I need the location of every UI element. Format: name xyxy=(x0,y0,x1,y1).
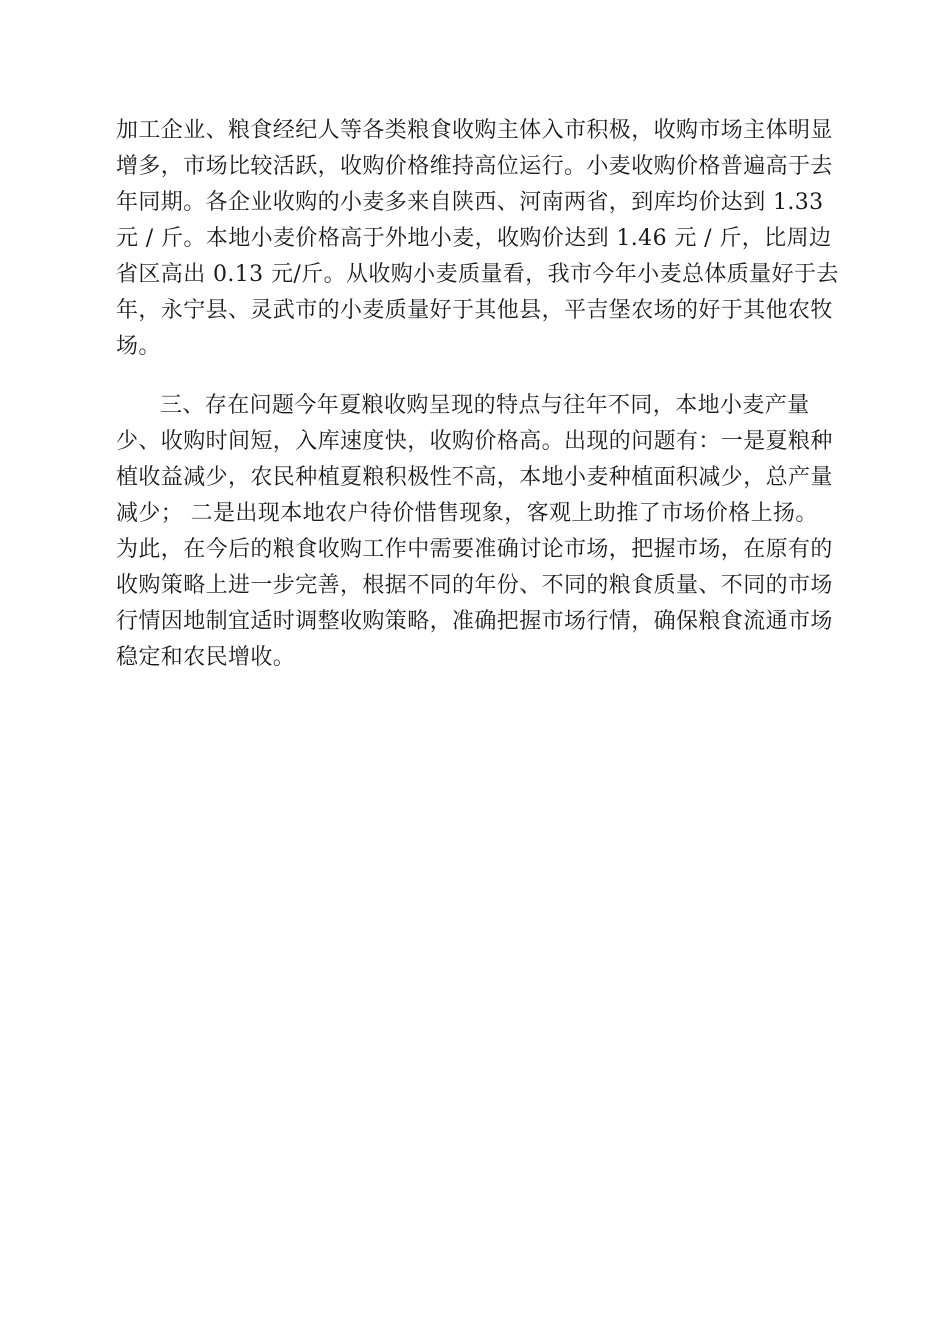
text-line: 元 / 斤。本地小麦价格高于外地小麦，收购价达到 1.46 元 / 斤，比周边 xyxy=(116,226,832,251)
text-line-indented: 三、存在问题今年夏粮收购呈现的特点与往年不同，本地小麦产量 xyxy=(160,393,810,418)
text-line: 少、收购时间短，入库速度快，收购价格高。出现的问题有：一是夏粮种 xyxy=(116,429,833,454)
text-line: 收购策略上进一步完善，根据不同的年份、不同的粮食质量、不同的市场 xyxy=(116,573,833,598)
text-line: 年，永宁县、灵武市的小麦质量好于其他县，平吉堡农场的好于其他农牧 xyxy=(116,298,833,323)
text-line: 省区高出 0.13 元/斤。从收购小麦质量看，我市今年小麦总体质量好于去 xyxy=(116,262,839,287)
text-line: 为此，在今后的粮食收购工作中需要准确讨论市场，把握市场，在原有的 xyxy=(116,537,833,562)
text-line: 加工企业、粮食经纪人等各类粮食收购主体入市积极，收购市场主体明显 xyxy=(116,118,833,143)
text-line: 场。 xyxy=(116,334,161,359)
text-line: 稳定和农民增收。 xyxy=(116,645,296,670)
text-line: 年同期。各企业收购的小麦多来自陕西、河南两省，到库均价达到 1.33 xyxy=(116,190,824,215)
text-line: 植收益减少，农民种植夏粮积极性不高，本地小麦种植面积减少，总产量 xyxy=(116,465,833,490)
text-line: 行情因地制宜适时调整收购策略，准确把握市场行情，确保粮食流通市场 xyxy=(116,609,833,634)
text-line: 增多，市场比较活跃，收购价格维持高位运行。小麦收购价格普遍高于去 xyxy=(116,154,833,179)
text-line: 减少； 二是出现本地农户待价惜售现象，客观上助推了市场价格上扬。 xyxy=(116,501,818,526)
